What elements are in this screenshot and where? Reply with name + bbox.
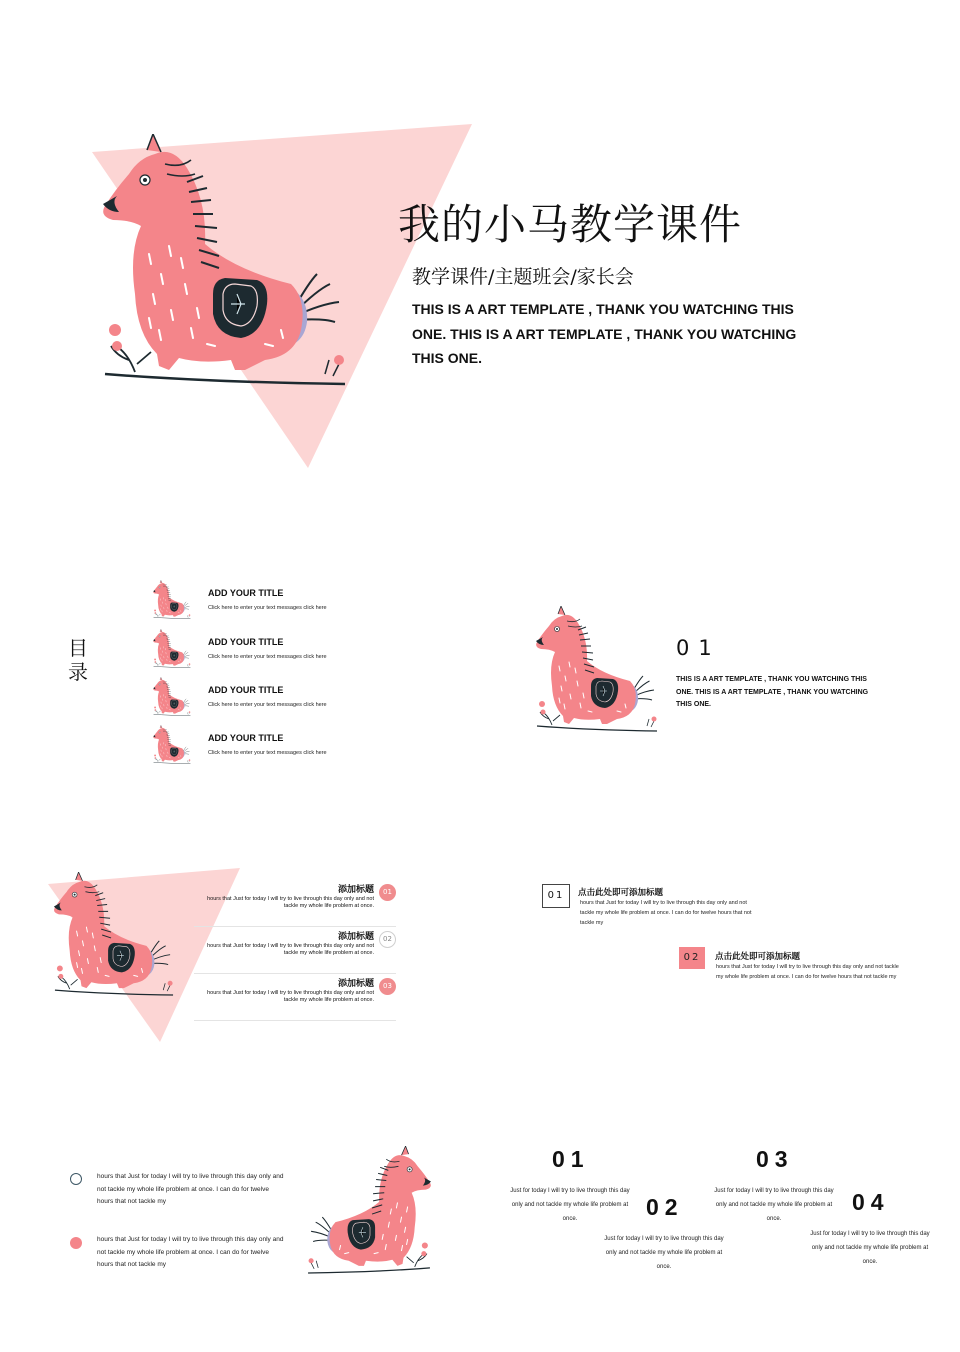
- toc-item-title: ADD YOUR TITLE: [208, 685, 284, 695]
- number-label: 04: [852, 1189, 890, 1215]
- cover-title: 我的小马教学课件: [398, 200, 743, 249]
- cover-horse-illustration: [80, 134, 370, 390]
- section-number: 01: [676, 636, 721, 660]
- number-label: 02: [646, 1194, 684, 1220]
- bullet-text: hours that Just for today I will try to live through this day only and not tackle my whole life problem at once. I can do for twelve hours that not tackle my: [97, 1173, 284, 1205]
- step-text: hours that Just for today I will try to live through this day only and not tackle my whole life problem at once. I can do for twelve hours that not tackle my: [716, 964, 899, 980]
- list-row-3[interactable]: [194, 976, 396, 1021]
- cover-body-text: THIS IS A ART TEMPLATE , THANK YOU WATCHING THIS ONE. THIS IS A ART TEMPLATE , THANK YOU WATCHING THIS ONE.: [412, 301, 797, 366]
- step-title: 点击此处即可添加标题: [578, 888, 664, 898]
- toc-item-title: ADD YOUR TITLE: [208, 733, 284, 743]
- horse-thumbnail-icon: [152, 725, 192, 765]
- number-label: 01: [552, 1146, 590, 1172]
- step-number-box: 01: [542, 884, 570, 908]
- section-text: THIS IS A ART TEMPLATE , THANK YOU WATCHING THIS ONE. THIS IS A ART TEMPLATE , THANK YOU WATCHING THIS ONE.: [676, 676, 869, 708]
- list-row-text: hours that Just for today I will try to live through this day only and not tackle my whole life problem at once.: [207, 896, 374, 909]
- toc-heading: 目录: [68, 636, 88, 684]
- list-row-title: 添加标题: [337, 932, 374, 942]
- step-title: 点击此处即可添加标题: [715, 952, 801, 962]
- list-row-text: hours that Just for today I will try to live through this day only and not tackle my whole life problem at once.: [207, 943, 374, 956]
- list-row-1[interactable]: [194, 882, 396, 927]
- list-row-number-badge: 03: [379, 978, 396, 995]
- list-row-title: 添加标题: [337, 885, 374, 895]
- number-text: Just for today I will try to live through this day only and not tackle my whole life problem at once.: [714, 1188, 834, 1222]
- horse-thumbnail-icon: [152, 580, 192, 620]
- horse-thumbnail-icon: [152, 677, 192, 717]
- toc-item-3[interactable]: [152, 685, 412, 725]
- bullets-horse-illustration: [296, 1146, 442, 1276]
- horse-thumbnail-icon: [152, 629, 192, 669]
- bullet-filled-dot: [70, 1237, 82, 1249]
- toc-item-subtitle: Click here to enter your text messages click here: [208, 605, 327, 611]
- list-horse-illustration: [44, 872, 184, 998]
- toc-item-1[interactable]: [152, 588, 412, 628]
- toc-item-title: ADD YOUR TITLE: [208, 637, 284, 647]
- list-row-2[interactable]: [194, 929, 396, 974]
- list-row-number-badge: 01: [379, 884, 396, 901]
- bullet-text: hours that Just for today I will try to live through this day only and not tackle my whole life problem at once. I can do for twelve hours that not tackle my: [97, 1236, 284, 1268]
- bullet-outline-dot: [70, 1173, 82, 1185]
- cover-subtitle: 教学课件/主题班会/家长会: [412, 266, 634, 288]
- list-row-text: hours that Just for today I will try to live through this day only and not tackle my whole life problem at once.: [207, 990, 374, 1003]
- number-label: 03: [756, 1146, 794, 1172]
- list-row-title: 添加标题: [337, 979, 374, 989]
- toc-item-subtitle: Click here to enter your text messages click here: [208, 654, 327, 660]
- section-horse-illustration: [526, 606, 668, 734]
- number-text: Just for today I will try to live through this day only and not tackle my whole life problem at once.: [510, 1188, 630, 1222]
- toc-item-subtitle: Click here to enter your text messages click here: [208, 750, 327, 756]
- toc-item-subtitle: Click here to enter your text messages click here: [208, 702, 327, 708]
- step-text: hours that Just for today I will try to live through this day only and not tackle my whole life problem at once. I can do for twelve hours that not tackle my: [580, 900, 752, 926]
- number-text: Just for today I will try to live through this day only and not tackle my whole life problem at once.: [810, 1231, 930, 1265]
- toc-item-4[interactable]: [152, 733, 412, 773]
- step-number-box: 02: [679, 947, 705, 969]
- list-row-number-badge: 02: [379, 931, 396, 948]
- toc-item-2[interactable]: [152, 637, 412, 677]
- toc-item-title: ADD YOUR TITLE: [208, 588, 284, 598]
- number-text: Just for today I will try to live through this day only and not tackle my whole life problem at once.: [604, 1236, 724, 1270]
